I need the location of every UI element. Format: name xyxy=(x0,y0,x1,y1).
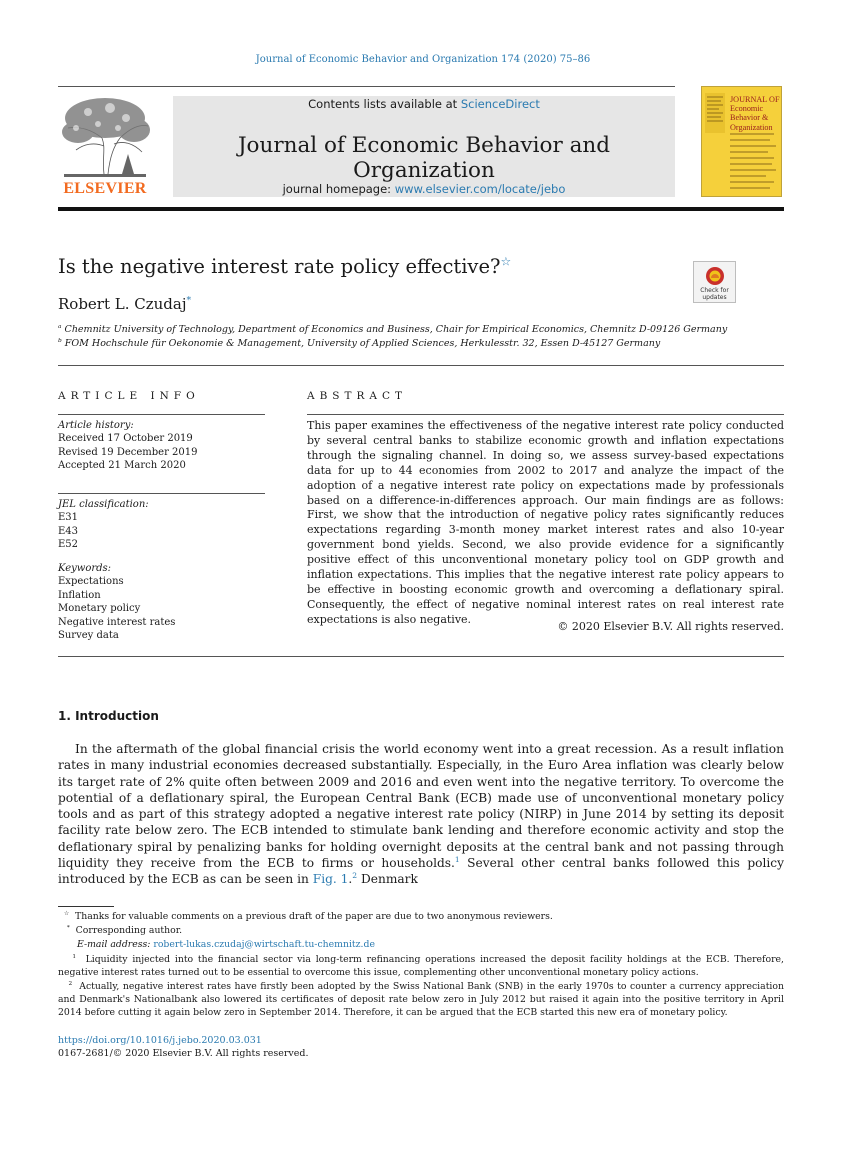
title-footnote-star[interactable]: ☆ xyxy=(500,254,512,269)
author-line xyxy=(58,295,191,313)
intro-text-part: Denmark xyxy=(357,872,418,887)
keyword: Expectations xyxy=(58,576,124,588)
jel-classification xyxy=(58,498,149,552)
journal-homepage-link[interactable]: www.elsevier.com/locate/jebo xyxy=(394,182,566,196)
check-for-updates-badge[interactable] xyxy=(693,261,736,303)
check-updates-icon xyxy=(705,266,725,286)
article-title xyxy=(58,255,511,278)
footnote-ref-1[interactable]: 1 xyxy=(454,855,460,865)
keyword: Inflation xyxy=(58,589,101,601)
keywords xyxy=(58,562,175,642)
keyword: Negative interest rates xyxy=(58,616,176,628)
article-history xyxy=(58,419,198,473)
footnote-rule xyxy=(58,906,114,907)
author-footnote-mark[interactable]: * xyxy=(186,295,192,306)
history-label: Article history: xyxy=(58,420,134,431)
homepage-prefix: journal homepage: xyxy=(282,182,395,196)
footnote-corr-text: Corresponding author. xyxy=(75,925,183,936)
affiliation-b-text: FOM Hochschule für Oekonomie & Management, University of Applied Sciences, Herkulesstr. 32, Essen D-45127 Germany xyxy=(64,338,661,349)
abstract-bottom-rule xyxy=(58,656,784,657)
footnote-2-mark: 2 xyxy=(68,980,73,987)
sciencedirect-link[interactable]: ScienceDirect xyxy=(460,97,540,111)
jel-code: E52 xyxy=(58,539,79,551)
section-heading-introduction: 1. Introduction xyxy=(58,709,159,723)
footnote-star xyxy=(58,910,553,923)
doi-link[interactable]: https://doi.org/10.1016/j.jebo.2020.03.031 xyxy=(58,1035,262,1046)
affiliation-b-mark: b xyxy=(58,337,62,344)
footnote-corresponding xyxy=(58,924,182,937)
jel-rule xyxy=(58,493,265,494)
homepage-line xyxy=(173,182,675,196)
footnote-star-mark: ☆ xyxy=(63,910,70,917)
intro-paragraph xyxy=(58,741,784,888)
contents-prefix: Contents lists available at xyxy=(308,97,461,111)
elsevier-wordmark: ELSEVIER xyxy=(63,180,147,197)
footnote-2-text: Actually, negative interest rates have firstly been adopted by the Swiss National Bank (SNB) in the early 1970s to counter a currency appreciation and Denmark's Nationalbank also lowered its certificates of deposit rate below zero in July 2012 but raised it again into the positive territory in April 2014 before cutting it again below zero in September 2014. Therefore, it can be argued that the ECB started this new era of monetary policy. xyxy=(58,981,784,1019)
affiliation-a xyxy=(58,324,727,335)
contents-line xyxy=(173,97,675,111)
affiliation-b xyxy=(58,338,660,349)
history-accepted: Accepted 21 March 2020 xyxy=(58,460,186,472)
footnote-email xyxy=(77,938,375,951)
email-label: E-mail address: xyxy=(77,939,154,950)
figure-1-link[interactable]: Fig. 1 xyxy=(312,872,349,887)
journal-reference[interactable]: Journal of Economic Behavior and Organization 174 (2020) 75–86 xyxy=(255,54,591,65)
cover-emblem-icon xyxy=(705,93,725,133)
affiliation-rule xyxy=(58,365,784,366)
check-updates-label: Check for updates xyxy=(700,287,729,301)
abstract-text: This paper examines the effectiveness of the negative interest rate policy conducted by several central banks to stabilize economic growth and inflation expectations through the signaling channel. In doing so, we assess survey-based expectations data for up to 44 economies from 2002 to 2017 and analyze the impact of the adoption of a negative interest rate policy on expectations made by professionals based on a difference-in-differences approach. Our main findings are as follows: First, we show that the introduction of negative policy rates significantly reduces expectations regarding 3-month money market interest rates and also 10-year government bond yields. Second, we also provide evidence for a significantly positive effect of this unconventional monetary policy tool on GDP growth and inflation expectations. This implies that the negative interest rate policy appears to be effective in boosting economic growth and overcoming a deflationary spiral. Consequently, the effect of negative nominal interest rates on real interest rate expectations is also negative. xyxy=(307,419,784,626)
abstract-rule xyxy=(307,414,784,415)
footnote-ref-2[interactable]: 2 xyxy=(352,871,358,881)
history-received: Received 17 October 2019 xyxy=(58,433,193,445)
footnote-star-text: Thanks for valuable comments on a previous draft of the paper are due to two anonymous reviewers. xyxy=(75,911,553,922)
abstract-copyright: © 2020 Elsevier B.V. All rights reserved. xyxy=(557,620,784,633)
cover-title: JOURNAL OF Economic Behavior & Organization xyxy=(730,95,780,132)
jel-label: JEL classification: xyxy=(58,499,149,510)
article-info-rule xyxy=(58,414,265,415)
intro-text-part: . xyxy=(348,872,353,887)
cover-contents-lines-icon xyxy=(730,131,778,191)
affiliation-a-text: Chemnitz University of Technology, Department of Economics and Business, Chair for Empirical Economics, Chemnitz D-09126 Germany xyxy=(64,324,728,335)
intro-text-part: In the aftermath of the global financial crisis the world economy went into a great recession. As a result inflation rates in many industrial economies decreased substantially. Especially, in the Euro Area inflation was clearly below its target rate of 2% quite often between 2009 and 2016 and even went into the negative territory. To overcome the potential of a deflationary spiral, the European Central Bank (ECB) made use of unconventional monetary policy tools and as part of this strategy adopted a negative interest rate policy (NIRP) in June 2014 by setting its deposit facility rate below zero. The ECB intended to stimulate bank lending and therefore economic activity and stop the deflationary spiral by penalizing banks for holding overnight deposits at the central bank and not passing through liquidity they receive from the ECB to firms or households. xyxy=(58,742,784,871)
footnote-1 xyxy=(58,953,784,979)
footnote-corr-mark: * xyxy=(66,924,70,931)
intro-text-part: Several other central banks followed this policy introduced by the ECB as can be seen in xyxy=(58,856,784,887)
introduction-body xyxy=(58,741,784,888)
jel-code: E43 xyxy=(58,525,79,537)
footnote-1-mark: 1 xyxy=(72,953,77,960)
keyword: Survey data xyxy=(58,630,119,642)
header-top-rule xyxy=(58,86,675,87)
journal-title: Journal of Economic Behavior and Organization xyxy=(237,133,611,183)
journal-cover-thumbnail[interactable] xyxy=(701,86,782,197)
header-thick-rule xyxy=(58,207,784,211)
history-revised: Revised 19 December 2019 xyxy=(58,446,198,458)
article-title-text: Is the negative interest rate policy effective? xyxy=(58,255,501,278)
jel-code: E31 xyxy=(58,512,79,524)
affiliation-a-mark: a xyxy=(58,323,62,330)
keywords-label: Keywords: xyxy=(58,563,112,574)
footnote-1-text: Liquidity injected into the financial sector via long-term refinancing operations increased the deposit facility holdings at the ECB. Therefore, negative interest rates turned out to be essential to overcome this issue, complementing other unconventional monetary policy actions. xyxy=(58,954,784,979)
abstract-heading: ABSTRACT xyxy=(307,390,408,402)
footnote-2 xyxy=(58,980,784,1020)
article-info-heading: ARTICLE INFO xyxy=(58,390,200,402)
author-name: Robert L. Czudaj xyxy=(58,295,187,313)
author-email-link[interactable]: robert-lukas.czudaj@wirtschaft.tu-chemnitz.de xyxy=(153,939,375,950)
issn-copyright: 0167-2681/© 2020 Elsevier B.V. All rights reserved. xyxy=(58,1048,309,1059)
keyword: Monetary policy xyxy=(58,603,141,615)
